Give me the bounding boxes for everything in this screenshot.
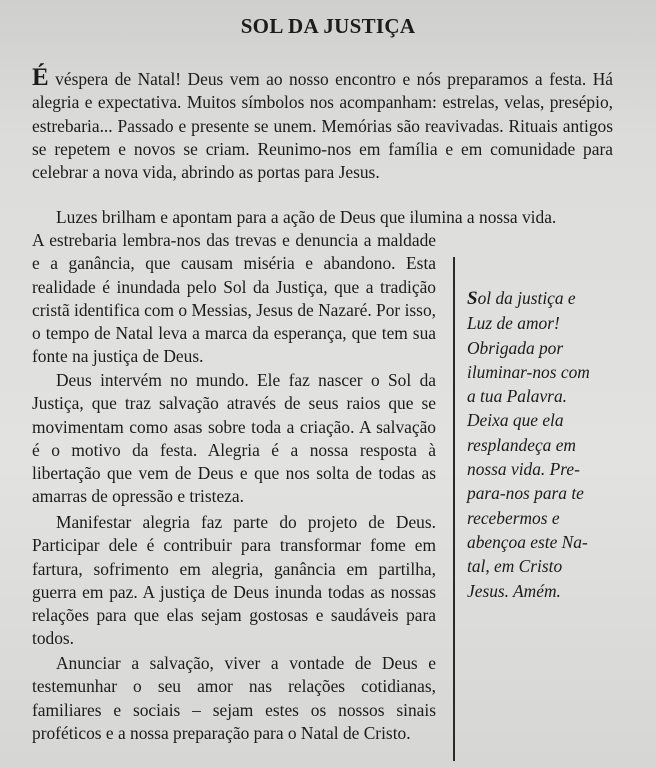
paragraph-1-text: véspera de Natal! Deus vem ao nosso encontro e nós preparamos a festa. Há alegria e expectativa. Muitos símbolos nos acompanham: estrelas, velas, presépio, estrebaria... Passado e presente se unem. Memórias são reavivadas. Rituais antigos se repetem e novos se criam. Reunimo-nos em família e em comunidade para celebrar a nova vida, abrindo as portas para Jesus.: [32, 69, 613, 183]
prayer-line: Luz de amor!: [467, 313, 560, 334]
prayer-line: Obrigada por: [467, 337, 564, 358]
prayer-line: Sol da justiça e: [467, 288, 576, 309]
prayer-drop-cap: S: [467, 288, 478, 309]
drop-cap: É: [32, 64, 49, 91]
prayer-line: Jesus. Amém.: [467, 580, 561, 601]
paragraph-1: [32, 66, 613, 184]
prayer-line: abençoa este Na-: [467, 531, 588, 552]
prayer-line: resplandeça em: [467, 434, 576, 455]
prayer-line: a tua Palavra.: [467, 386, 567, 407]
paragraph-4: Deus intervém no mundo. Ele faz nascer o Sol da Justiça, que traz salvação através de seus raios que se movimentam como asas sobre toda a criação. A salvação é o motivo da festa. Alegria é a nossa resposta à libertação que vem de Deus e que nos solta de todas as amarras de opressão e tristeza.: [32, 370, 436, 507]
prayer-line: nossa vida. Pre-: [467, 459, 580, 480]
prayer-box: [467, 286, 632, 603]
paragraph-3: A estrebaria lembra-nos das trevas e denuncia a maldade e a ganância, que causam miséria e abandono. Esta realidade é inundada pelo Sol da Justiça, que a tradição cristã identifica com o Messias, Jesus de Nazaré. Por isso, o tempo de Natal leva a marca da esperança, que tem sua fonte na justiça de Deus.: [32, 230, 436, 367]
prayer-line: iluminar-nos com: [467, 361, 590, 382]
prayer-line: tal, em Cristo: [467, 556, 563, 577]
prayer-line: para-nos para te: [467, 483, 584, 504]
prayer-line: Deixa que ela: [467, 410, 564, 431]
paragraph-6: Anunciar a salvação, viver a vontade de Deus e testemunhar o seu amor nas relações cotidianas, familiares e sociais – sejam estes os nossos sinais proféticos e a nossa preparação para o Natal de Cristo.: [32, 653, 436, 743]
prayer-line: recebermos e: [467, 507, 560, 528]
page-title: SOL DA JUSTIÇA: [240, 14, 416, 38]
paragraph-5: Manifestar alegria faz parte do projeto de Deus. Participar dele é contribuir para transformar fome em fartura, sofrimento em alegria, ganância em partilha, guerra em paz. A justiça de Deus inunda todas as nossas relações para que elas sejam gostosas e saudáveis para todos.: [32, 512, 436, 649]
column-divider: [453, 257, 455, 761]
paragraph-2: Luzes brilham e apontam para a ação de Deus que ilumina a nossa vida.: [56, 207, 557, 227]
